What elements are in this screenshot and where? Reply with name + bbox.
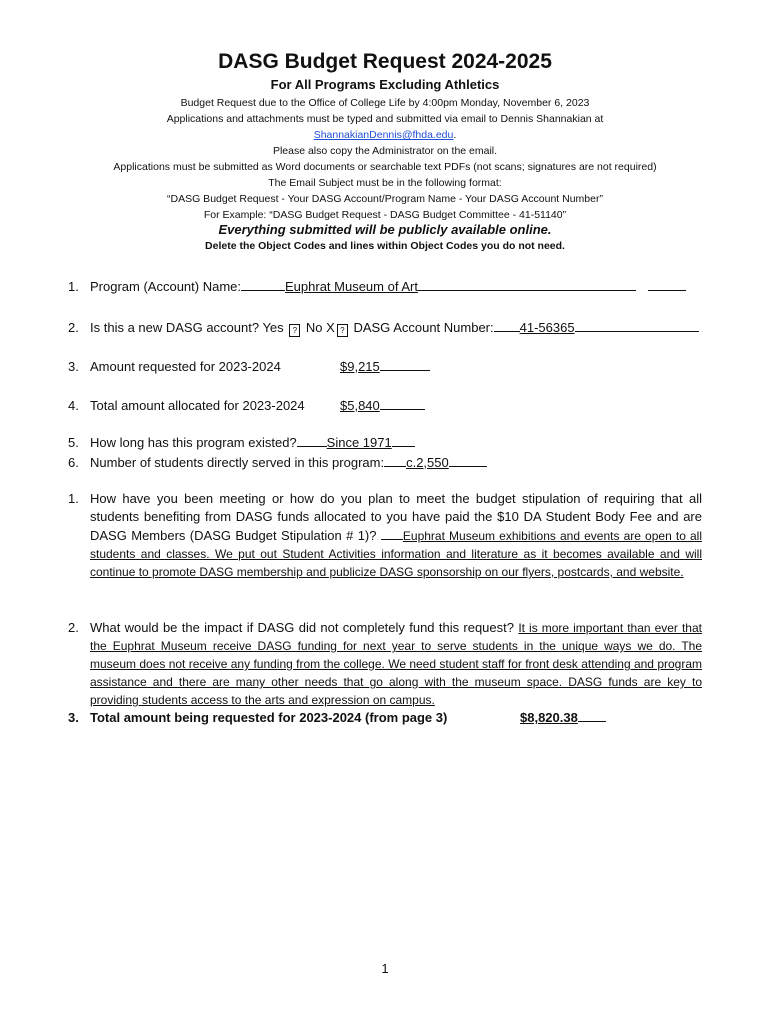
impact-question-text: What would be the impact if DASG did not completely fund this request? — [90, 620, 514, 635]
question-new-account: 2. Is this a new DASG account? Yes ? No X ? DASG Account Number: 41-56365 — [68, 318, 699, 337]
copy-admin-line: Please also copy the Administrator on the email. — [272, 145, 498, 157]
total-requested-value[interactable]: $8,820.38 — [520, 710, 578, 725]
new-account-label: Is this a new DASG account? Yes — [90, 320, 284, 335]
public-notice: Everything submitted will be publicly available online. — [218, 222, 552, 237]
question-amount-allocated: 4. Total amount allocated for 2023-2024 $5,840 — [68, 396, 425, 413]
program-name-value[interactable]: Euphrat Museum of Art — [285, 279, 418, 294]
format-requirements-line: Applications must be submitted as Word documents or searchable text PDFs (not scans; signatures are not required) — [113, 161, 657, 173]
email-suffix: . — [453, 129, 457, 141]
page-title: DASG Budget Request 2024-2025 — [218, 50, 552, 73]
account-number-label: DASG Account Number: — [353, 320, 494, 335]
account-number-value[interactable]: 41-56365 — [519, 320, 575, 335]
question-students-served: 6. Number of students directly served in this program: c.2,550 — [68, 453, 487, 470]
subject-template-line: “DASG Budget Request - Your DASG Account/Program Name - Your DASG Account Number” — [167, 193, 603, 205]
no-checkbox[interactable]: ? — [337, 324, 348, 337]
question-program-age: 5. How long has this program existed? Since 1971 — [68, 433, 415, 450]
page-number: 1 — [381, 961, 389, 976]
question-program-name: 1. Program (Account) Name: Euphrat Museum of Art — [68, 277, 686, 294]
delete-object-codes-note: Delete the Object Codes and lines within Object Codes you do not need. — [205, 240, 565, 252]
submission-line: Applications and attachments must be typed and submitted via email to Dennis Shannakian at — [166, 113, 604, 125]
question-amount-requested: 3. Amount requested for 2023-2024 $9,215 — [68, 357, 430, 374]
amount-requested-label: Amount requested for 2023-2024 — [90, 359, 281, 374]
total-requested-label: Total amount being requested for 2023-2024 (from page 3) — [90, 710, 448, 725]
amount-allocated-value[interactable]: $5,840 — [340, 398, 380, 413]
program-name-label: Program (Account) Name: — [90, 279, 241, 294]
total-requested-row: 3. Total amount being requested for 2023-2024 (from page 3) $8,820.38 — [68, 708, 606, 725]
stipulation-answer[interactable]: Euphrat Museum exhibitions and events are open to all students and classes. We put out Student Activities information and literature as it becomes available and will continue to promote DASG membership and publicize DASG sponsorship on our flyers, postcards, and website. — [90, 529, 702, 579]
program-age-label: How long has this program existed? — [90, 435, 297, 450]
yes-checkbox[interactable]: ? — [289, 324, 300, 337]
subject-example-line: For Example: “DASG Budget Request - DASG Budget Committee - 41-51140” — [203, 209, 567, 221]
due-date-line: Budget Request due to the Office of College Life by 4:00pm Monday, November 6, 2023 — [180, 97, 590, 109]
subject-format-line: The Email Subject must be in the following format: — [268, 177, 502, 189]
impact-question: 2. What would be the impact if DASG did not completely fund this request? It is more important than ever that the Euphrat Museum receive DASG funding for next year to serve students in the unique ways we do. The museum does not receive any funding from the college. We need student staff for front desk attending and program assistance and there are many other needs that go along with the museum space. DASG funds are key to providing students access to the arts and expression on campus. — [68, 620, 702, 707]
email-line — [0, 127, 770, 143]
amount-requested-value[interactable]: $9,215 — [340, 359, 380, 374]
impact-answer[interactable]: It is more important than ever that the Euphrat Museum receive DASG funding for next year to serve students in the unique ways we do. The museum does not receive any funding from the college. We need student staff for front desk attending and program assistance and there are many other needs that go along with the museum space. DASG funds are key to providing students access to the arts and expression on campus. — [90, 621, 702, 707]
stipulation-question-text: How have you been meeting or how do you plan to meet the budget stipulation of requiring that all students benefiting from DASG funds allocated to you have paid the $10 DA Student Body Fee and are DASG Members (DASG Budget Stipulation # 1)? — [90, 491, 702, 543]
program-age-value[interactable]: Since 1971 — [326, 435, 392, 450]
no-label: No X — [305, 320, 335, 335]
email-link[interactable]: ShannakianDennis@fhda.edu — [313, 129, 454, 141]
stipulation-question: 1. How have you been meeting or how do you plan to meet the budget stipulation of requiring that all students benefiting from DASG funds allocated to you have paid the $10 DA Student Body Fee and are DASG Members (DASG Budget Stipulation # 1)? Euphrat Museum exhibitions and events are open to all students and classes. We put out Student Activities information and literature as it becomes available and will continue to promote DASG membership and publicize DASG sponsorship on our flyers, postcards, and website. — [68, 491, 702, 579]
page-subtitle: For All Programs Excluding Athletics — [270, 77, 500, 92]
students-served-label: Number of students directly served in this program: — [90, 455, 385, 470]
amount-allocated-label: Total amount allocated for 2023-2024 — [90, 398, 305, 413]
students-served-value[interactable]: c.2,550 — [406, 455, 449, 470]
